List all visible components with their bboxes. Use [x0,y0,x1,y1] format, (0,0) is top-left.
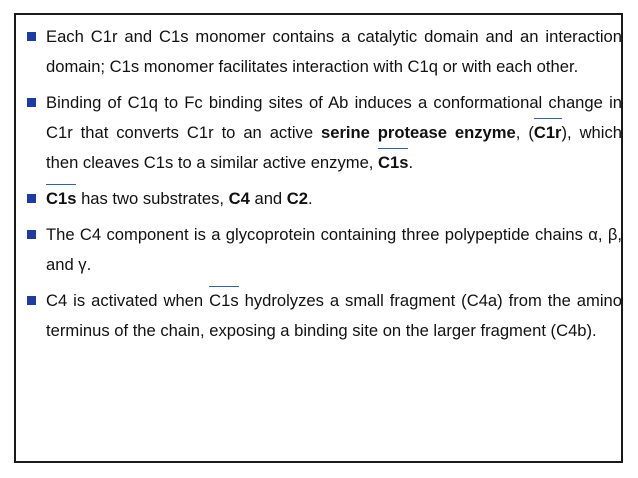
bold-term-overlined: C1s [46,184,76,214]
bold-term-overlined: C1r [534,118,562,148]
bullet-text: Binding of C1q to Fc binding sites of Ab induces a conformational change in C1r that converts C1r to an active [46,93,622,142]
bullet-text: C4 is activated when [46,291,210,310]
bullet-text: , ( [515,123,534,142]
bullet-text: . [408,153,414,172]
bullet-list [24,22,622,352]
bold-term-overlined: C1s [378,148,408,178]
square-bullet-icon [27,32,36,41]
square-bullet-icon [27,98,36,107]
bullet-text: and [249,189,287,208]
bold-term: C4 [228,189,250,208]
square-bullet-icon [27,296,36,305]
bullet-text: ), which then cleaves C1s to a similar active enzyme, [46,123,623,172]
bullet-text: hydrolyzes a small fragment (C4a) from the amino terminus of the chain, exposing a binding site on the larger fragment (C4b). [46,291,622,340]
bullet-text: . [308,189,313,208]
bold-term: C2 [286,189,308,208]
square-bullet-icon [27,194,36,203]
bullet-text: has two substrates, [76,189,229,208]
bullet-item-3 [24,184,622,214]
bullet-item-5 [24,286,622,346]
bullet-item-4 [24,220,622,280]
bullet-item-1 [24,22,622,82]
bold-term: serine protease enzyme [320,123,516,142]
term-overlined: C1s [209,286,239,316]
bullet-text: The C4 component is a glycoprotein containing three polypeptide chains α, β, and γ. [46,225,622,274]
bullet-text: Each C1r and C1s monomer contains a catalytic domain and an interaction domain; C1s monomer facilitates interaction with C1q or with each other. [46,27,622,76]
bullet-item-2 [24,88,622,178]
square-bullet-icon [27,230,36,239]
